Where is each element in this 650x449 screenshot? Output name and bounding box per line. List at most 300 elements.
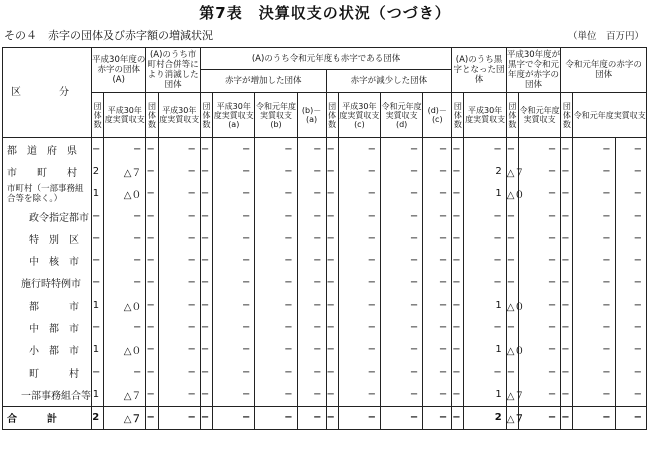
table-cell: − (573, 138, 615, 161)
table-cell: − (146, 272, 158, 294)
table-cell: − (200, 294, 212, 316)
col-h30: 平成30年度実質収支 (104, 93, 146, 138)
table-cell: − (146, 383, 158, 406)
table-cell: − (423, 383, 452, 406)
table-cell: − (573, 272, 615, 294)
table-cell: − (104, 361, 146, 383)
table-cell: − (255, 183, 297, 205)
table-cell: − (381, 294, 423, 316)
table-cell: − (91, 316, 103, 338)
table-cell: − (104, 205, 146, 227)
table-cell: − (464, 249, 506, 271)
table-cell: − (255, 160, 297, 182)
table-cell: − (213, 138, 255, 161)
table-cell: − (200, 249, 212, 271)
table-cell: − (297, 383, 326, 406)
table-cell: − (573, 227, 615, 249)
table-cell: △７ (506, 406, 518, 429)
table-cell: − (213, 316, 255, 338)
table-cell: − (200, 205, 212, 227)
col-ba: (b)－(a) (297, 93, 326, 138)
table-cell: − (506, 138, 518, 161)
table-cell: − (573, 294, 615, 316)
table-cell: − (561, 316, 573, 338)
table-cell: − (518, 227, 560, 249)
table-cell: − (423, 361, 452, 383)
table-cell: △０ (104, 294, 146, 316)
table-cell: − (573, 160, 615, 182)
row-label: 都 市 (3, 294, 92, 316)
table-cell: − (338, 383, 380, 406)
table-cell: − (297, 138, 326, 161)
col-count: 団体数 (506, 93, 518, 138)
table-cell: − (452, 339, 464, 361)
header-new-deficit: 平成30年度が黒字で令和元年度が赤字の団体 (506, 48, 560, 93)
unit-label: （単位 百万円） (567, 31, 644, 42)
table-cell: − (338, 227, 380, 249)
col-count: 団体数 (452, 93, 464, 138)
table-cell: − (452, 183, 464, 205)
table-cell: − (297, 183, 326, 205)
row-label: 一部事務組合等 (3, 383, 92, 406)
table-cell: − (338, 361, 380, 383)
table-cell: − (255, 383, 297, 406)
table-cell: − (573, 383, 615, 406)
table-cell: − (213, 183, 255, 205)
row-label: 政令指定都市 (3, 205, 92, 227)
table-cell: − (381, 383, 423, 406)
table-cell: − (326, 272, 338, 294)
header-kubun: 区 分 (3, 48, 92, 138)
table-cell: − (423, 227, 452, 249)
table-cell: − (381, 272, 423, 294)
table-cell: − (615, 383, 646, 406)
table-cell: − (561, 160, 573, 182)
table-cell: − (615, 160, 646, 182)
table-cell: − (158, 316, 200, 338)
table-cell: △７ (104, 383, 146, 406)
header-merged: (A)のうち市町村合併等により消滅した団体 (146, 48, 200, 93)
table-cell: − (146, 339, 158, 361)
table-cell: − (573, 316, 615, 338)
table-cell: − (326, 339, 338, 361)
table-cell: △７ (104, 160, 146, 182)
table-cell: − (158, 183, 200, 205)
col-count: 団体数 (326, 93, 338, 138)
table-cell: − (326, 316, 338, 338)
table-cell: − (91, 205, 103, 227)
table-cell: 1 (464, 339, 506, 361)
table-cell: − (452, 294, 464, 316)
table-cell: − (158, 406, 200, 429)
table-cell: − (423, 339, 452, 361)
row-label: 合 計 (3, 406, 92, 429)
table-cell: − (158, 227, 200, 249)
table-cell: − (158, 361, 200, 383)
row-label: 市町村（一部事務組合等を除く。） (3, 183, 92, 205)
table-cell: − (297, 272, 326, 294)
table-row (3, 183, 647, 205)
col-h30: 平成30年度実質収支 (464, 93, 506, 138)
table-cell: − (452, 272, 464, 294)
row-label: 中 核 市 (3, 249, 92, 271)
table-row (3, 339, 647, 361)
table-cell: − (213, 294, 255, 316)
table-cell: − (381, 205, 423, 227)
table-cell: − (338, 294, 380, 316)
col-count: 団体数 (561, 93, 573, 138)
table-cell: − (326, 294, 338, 316)
table-row (3, 406, 647, 429)
table-cell: − (104, 272, 146, 294)
header-increased: 赤字が増加した団体 (200, 70, 326, 93)
table-row (3, 294, 647, 316)
table-cell: − (452, 227, 464, 249)
table-cell: − (615, 361, 646, 383)
table-cell: − (213, 227, 255, 249)
table-row (3, 138, 647, 161)
table-cell: − (158, 249, 200, 271)
table-cell: − (381, 316, 423, 338)
table-cell: − (452, 160, 464, 182)
table-cell: 1 (91, 183, 103, 205)
table-cell: − (561, 205, 573, 227)
table-cell: 1 (464, 183, 506, 205)
col-h30a: 平成30年度実質収支(a) (213, 93, 255, 138)
table-cell: − (297, 339, 326, 361)
table-cell: − (518, 361, 560, 383)
table-cell: − (573, 406, 615, 429)
table-cell: − (255, 316, 297, 338)
table-cell: − (615, 406, 646, 429)
table-cell: − (452, 383, 464, 406)
table-cell: − (561, 339, 573, 361)
table-cell: − (615, 138, 646, 161)
table-cell: − (561, 183, 573, 205)
table-cell: − (423, 138, 452, 161)
table-cell: △７ (506, 383, 518, 406)
table-cell: − (518, 183, 560, 205)
table-cell: − (146, 316, 158, 338)
table-cell: − (338, 160, 380, 182)
table-cell: − (255, 361, 297, 383)
table-cell: − (255, 205, 297, 227)
table-cell: − (615, 227, 646, 249)
table-cell: − (506, 272, 518, 294)
table-cell: − (506, 205, 518, 227)
table-cell: − (615, 294, 646, 316)
row-label: 町 村 (3, 361, 92, 383)
table-cell: − (200, 406, 212, 429)
table-cell: − (423, 160, 452, 182)
header-surplus: (A)のうち黒字となった団体 (452, 48, 506, 93)
table-cell: − (213, 339, 255, 361)
table-cell: − (213, 160, 255, 182)
row-label: 施行時特例市 (3, 272, 92, 294)
table-cell: − (104, 227, 146, 249)
header-r1-deficit: 令和元年度の赤字の団体 (561, 48, 647, 93)
table-cell: − (104, 249, 146, 271)
table-cell: − (158, 294, 200, 316)
table-cell: − (200, 138, 212, 161)
table-cell: − (423, 272, 452, 294)
table-cell: − (381, 339, 423, 361)
table-cell: − (573, 205, 615, 227)
table-cell: 1 (91, 294, 103, 316)
table-cell: − (381, 138, 423, 161)
table-cell: − (518, 160, 560, 182)
table-cell: − (326, 227, 338, 249)
table-cell: − (200, 361, 212, 383)
table-cell: △０ (104, 339, 146, 361)
table-cell: − (615, 183, 646, 205)
table-cell: − (518, 205, 560, 227)
table-cell: − (158, 272, 200, 294)
table-cell: − (573, 249, 615, 271)
table-cell: − (464, 361, 506, 383)
table-cell: − (255, 249, 297, 271)
table-cell: △７ (104, 406, 146, 429)
table-cell: − (615, 339, 646, 361)
table-cell: − (200, 339, 212, 361)
table-cell: − (561, 249, 573, 271)
table-cell: − (561, 294, 573, 316)
table-cell: − (213, 383, 255, 406)
table-cell: − (326, 406, 338, 429)
table-cell: − (146, 361, 158, 383)
table-cell: − (213, 205, 255, 227)
table-cell: − (615, 316, 646, 338)
table-cell: − (200, 272, 212, 294)
table-cell: − (518, 383, 560, 406)
table-cell: − (423, 294, 452, 316)
deficit-table (2, 47, 647, 430)
table-cell: − (452, 249, 464, 271)
table-row (3, 361, 647, 383)
table-row (3, 249, 647, 271)
header-still-deficit: (A)のうち令和元年度も赤字である団体 (200, 48, 451, 70)
table-cell: − (464, 316, 506, 338)
table-cell: − (452, 316, 464, 338)
table-cell: 2 (91, 160, 103, 182)
table-cell: − (423, 406, 452, 429)
table-cell: − (518, 294, 560, 316)
table-cell: − (146, 294, 158, 316)
table-cell: − (518, 272, 560, 294)
table-cell: − (518, 249, 560, 271)
table-cell: − (200, 160, 212, 182)
table-cell: − (91, 272, 103, 294)
row-label: 特 別 区 (3, 227, 92, 249)
table-cell: − (158, 383, 200, 406)
table-cell: − (338, 316, 380, 338)
page-title: 第7表 決算収支の状況（つづき） (199, 4, 451, 22)
col-h30c: 平成30年度実質収支(c) (338, 93, 380, 138)
table-cell: − (255, 138, 297, 161)
table-cell: 1 (91, 383, 103, 406)
table-cell: − (326, 138, 338, 161)
col-r1: 令和元年度実質収支 (518, 93, 560, 138)
table-cell: − (326, 249, 338, 271)
table-cell: − (464, 138, 506, 161)
table-subtitle: その４ 赤字の団体及び赤字額の増減状況 (4, 29, 213, 42)
table-cell: − (423, 316, 452, 338)
table-cell: 2 (464, 406, 506, 429)
col-count: 団体数 (200, 93, 212, 138)
table-cell: − (452, 406, 464, 429)
table-row (3, 227, 647, 249)
table-cell: − (464, 227, 506, 249)
table-cell: − (338, 183, 380, 205)
table-cell: − (146, 183, 158, 205)
table-cell: − (91, 227, 103, 249)
table-cell: − (146, 406, 158, 429)
table-cell: − (146, 138, 158, 161)
table-cell: − (506, 361, 518, 383)
table-row (3, 160, 647, 182)
table-cell: − (297, 249, 326, 271)
table-cell: − (561, 383, 573, 406)
table-cell: 1 (91, 339, 103, 361)
table-cell: △０ (506, 339, 518, 361)
table-cell: − (464, 272, 506, 294)
table-cell: △７ (506, 160, 518, 182)
table-cell: − (518, 316, 560, 338)
col-h30: 平成30年度実質収支 (158, 93, 200, 138)
table-cell: − (255, 339, 297, 361)
table-row (3, 316, 647, 338)
table-cell: − (104, 138, 146, 161)
col-count: 団体数 (146, 93, 158, 138)
table-cell: △０ (506, 183, 518, 205)
table-cell: − (561, 138, 573, 161)
table-cell: − (297, 160, 326, 182)
table-cell: − (381, 249, 423, 271)
table-cell: − (213, 272, 255, 294)
table-cell: − (452, 361, 464, 383)
table-cell: − (146, 160, 158, 182)
table-cell: − (573, 361, 615, 383)
table-cell: − (326, 160, 338, 182)
table-cell: − (381, 227, 423, 249)
table-cell: − (297, 316, 326, 338)
table-cell: − (104, 316, 146, 338)
table-cell: − (213, 361, 255, 383)
table-cell: 1 (464, 383, 506, 406)
table-cell: − (158, 160, 200, 182)
table-cell: − (464, 205, 506, 227)
table-cell: − (506, 227, 518, 249)
table-cell: − (338, 138, 380, 161)
row-label: 小 都 市 (3, 339, 92, 361)
row-label: 市 町 村 (3, 160, 92, 182)
table-cell: − (518, 138, 560, 161)
table-cell: − (452, 138, 464, 161)
table-cell: − (255, 406, 297, 429)
col-count: 団体数 (91, 93, 103, 138)
table-cell: − (381, 406, 423, 429)
header-decreased: 赤字が減少した団体 (326, 70, 452, 93)
row-label: 都 道 府 県 (3, 138, 92, 161)
table-cell: − (338, 249, 380, 271)
table-cell: 2 (464, 160, 506, 182)
table-cell: − (615, 205, 646, 227)
table-cell: − (506, 316, 518, 338)
table-cell: − (91, 249, 103, 271)
table-cell: − (423, 183, 452, 205)
table-cell: − (158, 339, 200, 361)
table-cell: − (297, 294, 326, 316)
table-cell: − (158, 205, 200, 227)
table-cell: − (573, 339, 615, 361)
table-cell: − (561, 361, 573, 383)
table-cell: − (91, 361, 103, 383)
table-cell: − (213, 249, 255, 271)
col-r1d: 令和元年度実質収支(d) (381, 93, 423, 138)
table-cell: − (326, 183, 338, 205)
table-row (3, 383, 647, 406)
table-cell: − (158, 138, 200, 161)
table-cell: − (297, 361, 326, 383)
table-cell: − (326, 205, 338, 227)
table-cell: − (326, 361, 338, 383)
table-cell: − (573, 183, 615, 205)
table-row (3, 272, 647, 294)
table-cell: − (561, 227, 573, 249)
table-cell: − (423, 205, 452, 227)
table-cell: − (146, 249, 158, 271)
table-cell: − (506, 249, 518, 271)
table-cell: − (338, 272, 380, 294)
table-cell: − (561, 272, 573, 294)
table-cell: − (213, 406, 255, 429)
table-cell: − (200, 316, 212, 338)
col-dc: (d)－(c) (423, 93, 452, 138)
table-cell: − (91, 138, 103, 161)
col-r1b: 令和元年度実質収支(b) (255, 93, 297, 138)
table-cell: △０ (104, 183, 146, 205)
table-cell: − (518, 406, 560, 429)
table-cell: − (297, 205, 326, 227)
table-cell: − (615, 249, 646, 271)
table-cell: − (381, 160, 423, 182)
table-cell: − (146, 205, 158, 227)
row-label: 中 都 市 (3, 316, 92, 338)
table-cell: − (200, 183, 212, 205)
table-cell: △０ (506, 294, 518, 316)
table-cell: − (338, 205, 380, 227)
table-cell: − (200, 227, 212, 249)
table-cell: − (200, 383, 212, 406)
table-cell: − (561, 406, 573, 429)
table-cell: − (326, 383, 338, 406)
table-cell: − (338, 406, 380, 429)
table-cell: − (255, 294, 297, 316)
table-cell: − (518, 339, 560, 361)
table-cell: − (381, 361, 423, 383)
table-cell: − (297, 227, 326, 249)
table-cell: − (615, 272, 646, 294)
table-cell: − (297, 406, 326, 429)
header-a: 平成30年度の赤字の団体(A) (91, 48, 145, 93)
table-row (3, 205, 647, 227)
col-r1: 令和元年度実質収支 (573, 93, 647, 138)
table-cell: − (452, 205, 464, 227)
table-cell: − (146, 227, 158, 249)
table-cell: − (423, 249, 452, 271)
table-cell: − (381, 183, 423, 205)
table-cell: − (338, 339, 380, 361)
